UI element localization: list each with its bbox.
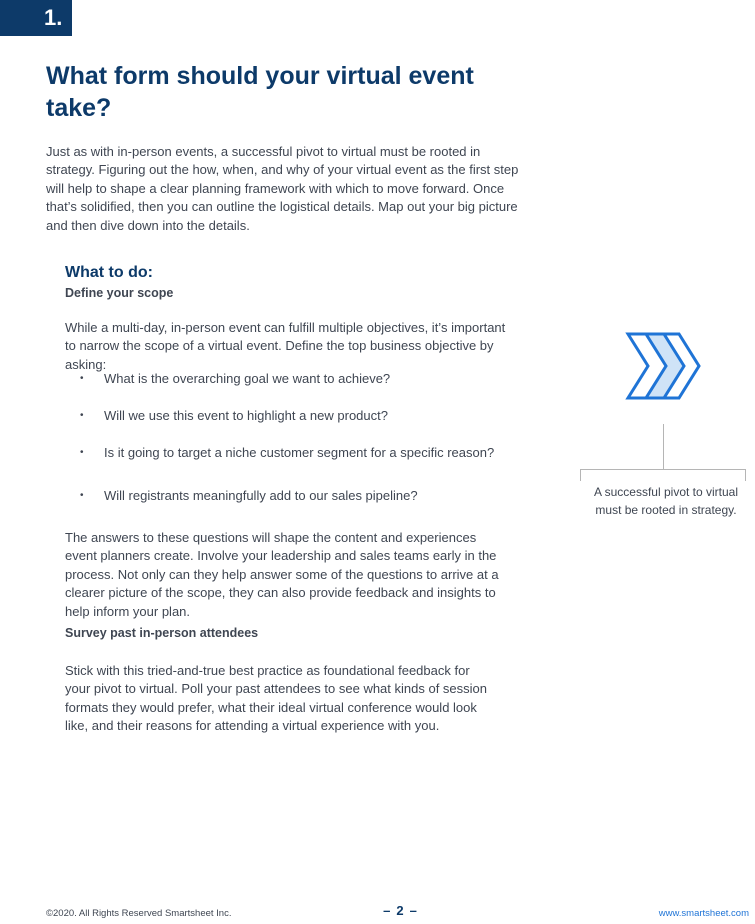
define-scope-heading: Define your scope — [65, 286, 174, 300]
list-item-text: What is the overarching goal we want to achieve? — [104, 371, 391, 386]
bullet-dot-icon: • — [80, 447, 84, 458]
bullet-dot-icon: • — [80, 490, 84, 501]
footer-website-link[interactable]: www.smartsheet.com — [658, 908, 749, 919]
bracket-line — [580, 469, 746, 470]
scope-paragraph: While a multi-day, in-person event can fulfill multiple objectives, it’s important to narrow the scope of a virtual event. Define the top business objective by asking: — [65, 320, 506, 372]
bracket-tick-right — [745, 469, 746, 481]
pull-quote: A successful pivot to virtual must be rooted in strategy. — [593, 485, 739, 517]
bullet-dot-icon: • — [80, 410, 84, 421]
answers-paragraph: The answers to these questions will shape the content and experiences event planners create. Involve your leadership and sales teams early in the process. Not only can they help answer some of the questions to arrive at a clearer picture of the scope, they can also provide feedback and insights to help inform your plan. — [65, 530, 499, 619]
chevron-arrows-icon — [623, 330, 703, 402]
list-item-text: Is it going to target a niche customer segment for a specific reason? — [104, 445, 495, 460]
page-number-value: 2 — [396, 903, 404, 918]
page-number — [372, 903, 428, 918]
bullet-dot-icon: • — [80, 373, 84, 384]
dash-right: – — [409, 903, 417, 918]
footer-copyright: ©2020. All Rights Reserved Smartsheet Inc. — [46, 908, 232, 919]
list-item-text: Will we use this event to highlight a new product? — [104, 408, 388, 423]
connector-line — [663, 424, 664, 469]
list-item-text: Will registrants meaningfully add to our sales pipeline? — [104, 488, 418, 503]
bracket-tick-left — [580, 469, 581, 481]
what-to-do-heading: What to do: — [65, 264, 153, 281]
dash-left: – — [383, 903, 391, 918]
survey-heading: Survey past in-person attendees — [65, 626, 259, 640]
page-title: What form should your virtual event take? — [46, 62, 474, 122]
intro-paragraph: Just as with in-person events, a successful pivot to virtual must be rooted in strategy. Figuring out the how, when, and why of your virtual event as the first step will help to shape a clear planning framework with which to move forward. Once that’s solidified, then you can outline the logistical details. Map out your big picture and then dive down into the details. — [46, 144, 519, 233]
survey-paragraph: Stick with this tried-and-true best practice as foundational feedback for your pivot to virtual. Poll your past attendees to see what kinds of session formats they would prefer, what their ideal virtual conference would look like, and their reasons for attending a virtual experience with you. — [65, 663, 488, 734]
section-number-badge: 1. — [0, 0, 72, 36]
